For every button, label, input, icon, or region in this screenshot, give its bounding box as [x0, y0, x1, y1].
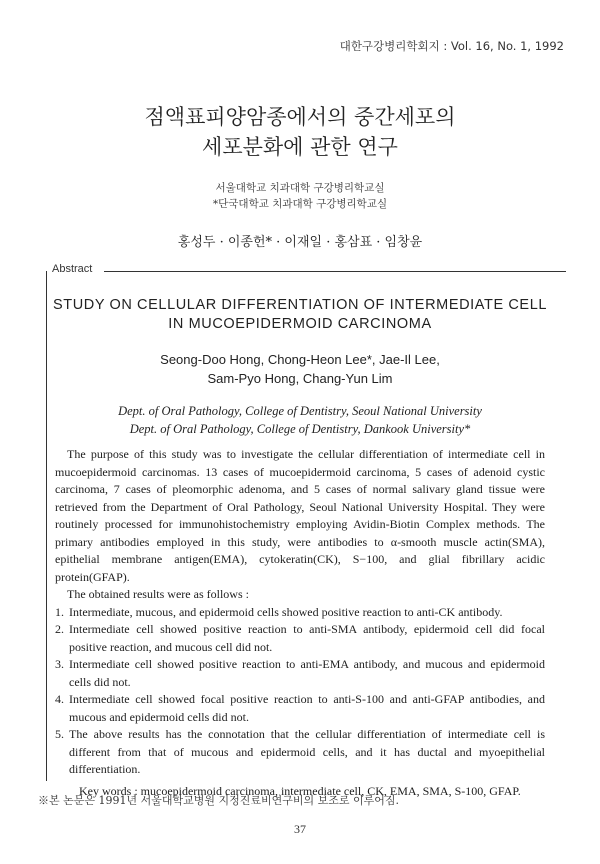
result-item	[55, 621, 545, 656]
abstract-top-rule	[104, 271, 566, 272]
abstract-paragraph: The purpose of this study was to investigate the cellular differentiation of intermediate cell in mucoepidermoid carcinomas. 13 cases of mucoepidermoid carcinoma, 5 cases of adenoid cystic carcinoma, 7 cases of pleomorphic adenoma, and 5 cases of normal salivary gland tissue were retrieved from the Department of Oral Pathology, Seoul National University Hospital. They were routinely processed for immunohistochemistry employing Avidin-Biotin Complex methods. The primary antibodies employed in this study, were antibodies to α-smooth muscle actin(SMA), epithelial membrane antigen(EMA), cytokeratin(CK), S−100, and glial fibrillary acidic protein(GFAP).	[55, 447, 545, 584]
results-list	[55, 604, 545, 779]
abstract-label: Abstract	[52, 263, 93, 275]
result-text: Intermediate, mucous, and epidermoid cells showed positive reaction to anti-CK antibody.	[69, 604, 503, 619]
result-text: The above results has the connotation that the cellular differentiation of intermediate cell is different from that of mucous and epidermoid cells, and it has ductal and myoepithelial differentiation.	[69, 727, 545, 776]
results-intro: The obtained results were as follows :	[67, 587, 249, 601]
korean-affiliation-1: 서울대학교 치과대학 구강병리학교실	[215, 182, 385, 194]
english-authors-line-1: Seong-Doo Hong, Chong-Heon Lee*, Jae-Il Lee,	[160, 352, 440, 367]
result-number: 3.	[55, 657, 64, 671]
abstract-left-rule	[46, 271, 47, 781]
funding-footnote: ※본 논문은 1991년 서울대학교병원 지정진료비연구비의 보조로 이루어짐.	[38, 794, 399, 807]
abstract-body	[55, 446, 545, 800]
korean-authors: 홍성두 · 이종헌* · 이재일 · 홍삼표 · 임창윤	[177, 235, 423, 250]
department-1: Dept. of Oral Pathology, College of Dentistry, Seoul National University	[118, 404, 482, 418]
english-authors-line-2: Sam-Pyo Hong, Chang-Yun Lim	[207, 371, 393, 386]
result-text: Intermediate cell showed positive reaction to anti-SMA antibody, epidermoid cell did focal positive reaction, and mucous cell did not.	[69, 622, 545, 654]
journal-reference: 대한구강병리학회지 : Vol. 16, No. 1, 1992	[339, 39, 564, 53]
result-number: 2.	[55, 622, 64, 636]
result-item	[55, 656, 545, 691]
page-number: 37	[294, 822, 306, 836]
department-2: Dept. of Oral Pathology, College of Dentistry, Dankook University*	[129, 422, 471, 436]
keywords: Key words : mucoepidermoid carcinoma, intermediate cell, CK, EMA, SMA, S-100, GFAP.	[79, 783, 521, 798]
korean-title-line-1: 점액표피양암종에서의 중간세포의	[144, 105, 456, 129]
result-text: Intermediate cell showed positive reaction to anti-EMA antibody, and mucous and epidermoid cells did not.	[69, 657, 545, 689]
result-item	[55, 726, 545, 779]
result-item	[55, 604, 545, 622]
korean-title-line-2: 세포분화에 관한 연구	[202, 135, 398, 159]
result-text: Intermediate cell showed focal positive reaction to anti-S-100 and anti-GFAP antibodies, and mucous and epidermoid cells did not.	[69, 692, 545, 724]
result-number: 4.	[55, 692, 64, 706]
result-number: 5.	[55, 727, 64, 741]
english-title-line-2: IN MUCOEPIDERMOID CARCINOMA	[168, 316, 432, 332]
korean-affiliation-2: *단국대학교 치과대학 구강병리학교실	[212, 198, 388, 210]
result-item	[55, 691, 545, 726]
english-title-line-1: STUDY ON CELLULAR DIFFERENTIATION OF INTERMEDIATE CELL	[52, 297, 548, 313]
result-number: 1.	[55, 604, 64, 619]
